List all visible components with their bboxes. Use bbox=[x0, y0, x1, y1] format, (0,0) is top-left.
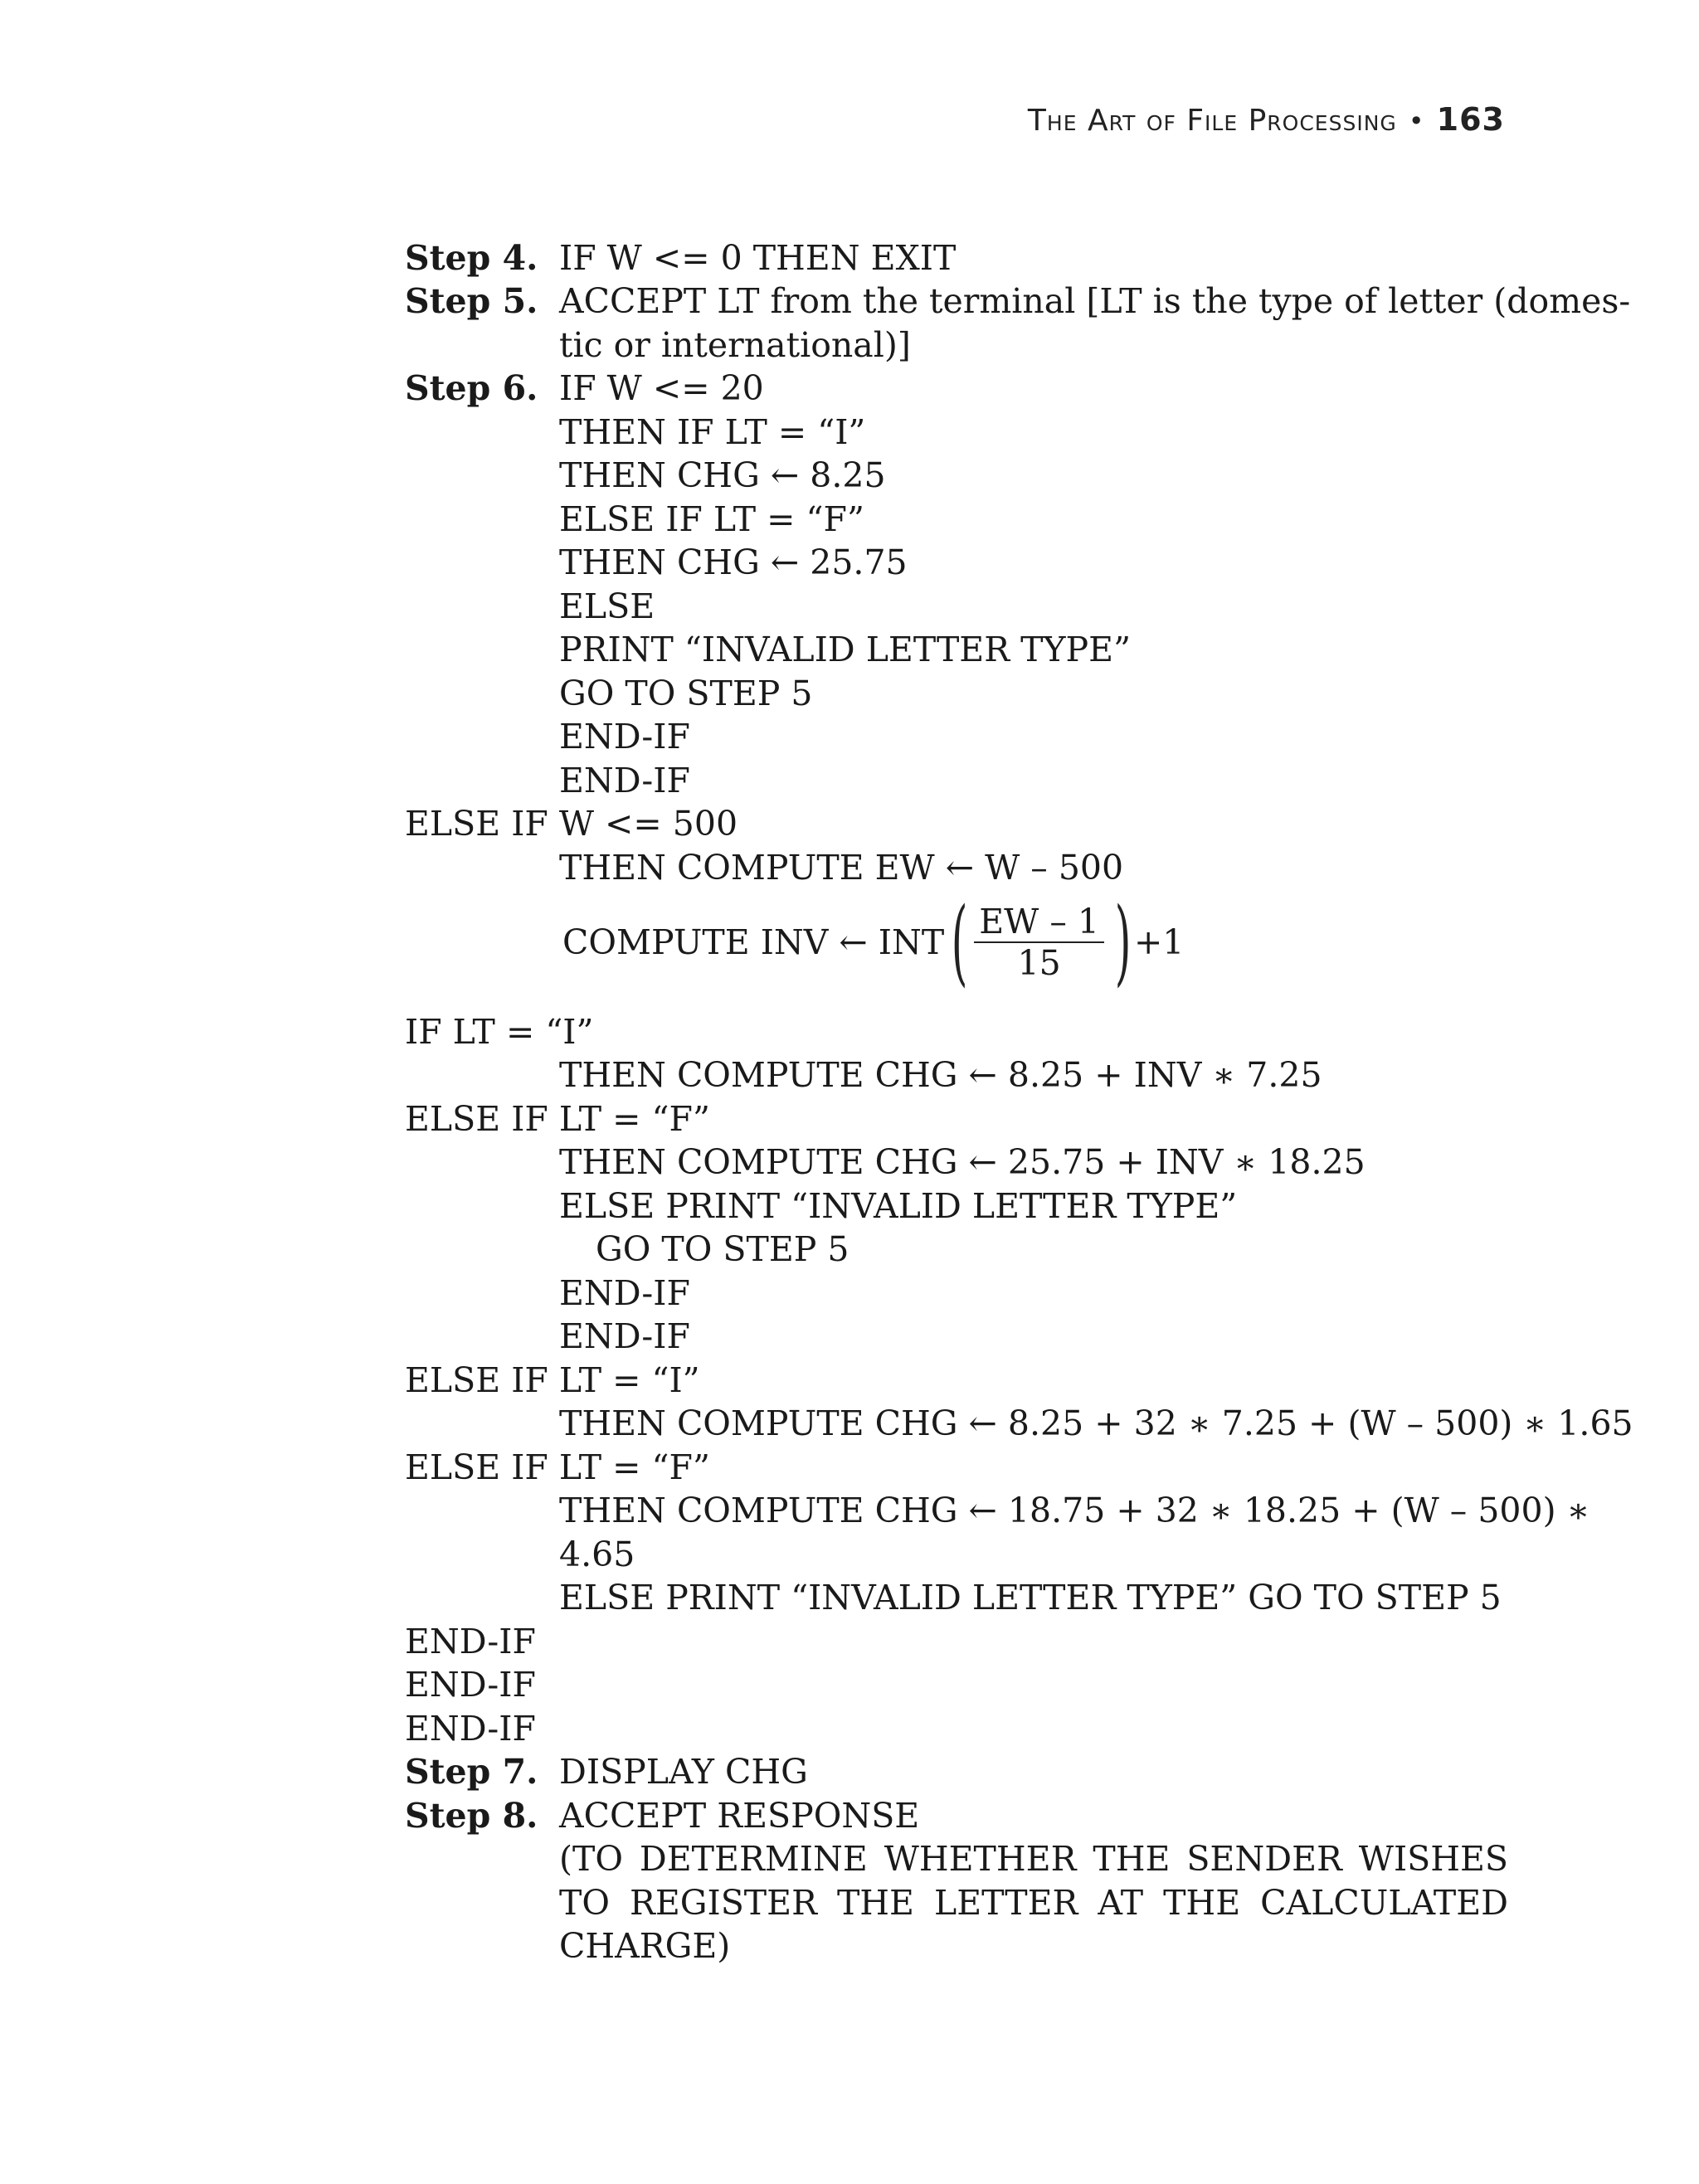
step-7-text: DISPLAY CHG bbox=[559, 1752, 808, 1792]
step-8-note-line-3: CHARGE) bbox=[559, 1926, 731, 1966]
code-line: THEN COMPUTE CHG ← 18.75 + 32 ∗ 18.25 + (W – 500) ∗ bbox=[559, 1491, 1590, 1530]
int-formula bbox=[562, 888, 1185, 996]
step-8-label: Step 8. bbox=[405, 1796, 538, 1836]
code-line: ELSE IF LT = “F” bbox=[405, 1447, 710, 1487]
step-5-text-line-1: ACCEPT LT from the terminal [LT is the type of letter (domes- bbox=[559, 281, 1631, 321]
close-paren: ) bbox=[1114, 888, 1132, 996]
code-line: GO TO STEP 5 bbox=[559, 674, 813, 713]
code-line: ELSE PRINT “INVALID LETTER TYPE” GO TO STEP 5 bbox=[559, 1578, 1502, 1617]
code-line: END-IF bbox=[559, 1316, 690, 1356]
code-line: END-IF bbox=[405, 1622, 536, 1661]
code-line: END-IF bbox=[559, 1273, 690, 1313]
step-8-note-line-2: TO REGISTER THE LETTER AT THE CALCULATED bbox=[559, 1883, 1508, 1923]
code-line: ELSE IF LT = “F” bbox=[405, 1099, 710, 1139]
code-line: END-IF bbox=[405, 1665, 536, 1705]
running-header bbox=[1028, 101, 1505, 138]
code-line: END-IF bbox=[559, 717, 690, 756]
code-line: 4.65 bbox=[559, 1535, 635, 1574]
code-line: END-IF bbox=[405, 1709, 536, 1749]
code-line: THEN CHG ← 25.75 bbox=[559, 542, 908, 582]
code-line: PRINT “INVALID LETTER TYPE” bbox=[559, 630, 1132, 669]
step-7-label: Step 7. bbox=[405, 1752, 538, 1792]
code-line: THEN COMPUTE CHG ← 25.75 + INV ∗ 18.25 bbox=[559, 1142, 1366, 1182]
fraction-denominator: 15 bbox=[1017, 943, 1061, 983]
open-paren: ( bbox=[952, 888, 968, 996]
step-4-text: IF W <= 0 THEN EXIT bbox=[559, 238, 957, 278]
code-line: IF LT = “I” bbox=[405, 1012, 594, 1052]
formula-lhs: COMPUTE INV ← INT bbox=[562, 922, 945, 962]
running-title: The Art of File Processing bbox=[1027, 104, 1397, 138]
step-8-text: ACCEPT RESPONSE bbox=[559, 1796, 920, 1836]
code-line: THEN COMPUTE CHG ← 8.25 + 32 ∗ 7.25 + (W – 500) ∗ 1.65 bbox=[559, 1403, 1633, 1443]
code-line: GO TO STEP 5 bbox=[596, 1229, 850, 1269]
step-5-text-line-2: tic or international)] bbox=[559, 325, 911, 365]
code-line: THEN COMPUTE EW ← W – 500 bbox=[559, 848, 1124, 888]
step-5-label: Step 5. bbox=[405, 281, 538, 321]
step-4-label: Step 4. bbox=[405, 238, 538, 278]
fraction-numerator: EW – 1 bbox=[974, 902, 1104, 943]
step-8-note-line-1: (TO DETERMINE WHETHER THE SENDER WISHES bbox=[559, 1839, 1508, 1879]
code-line: ELSE PRINT “INVALID LETTER TYPE” bbox=[559, 1186, 1238, 1226]
code-line: ELSE IF LT = “F” bbox=[559, 499, 864, 539]
code-line: THEN COMPUTE CHG ← 8.25 + INV ∗ 7.25 bbox=[559, 1055, 1322, 1095]
code-line: THEN IF LT = “I” bbox=[559, 412, 866, 452]
code-line: IF W <= 20 bbox=[559, 368, 764, 408]
code-line: ELSE IF W <= 500 bbox=[405, 804, 738, 844]
formula-tail: +1 bbox=[1133, 922, 1185, 962]
header-bullet: • bbox=[1408, 105, 1425, 137]
code-line: ELSE IF LT = “I” bbox=[405, 1360, 700, 1400]
code-line: ELSE bbox=[559, 586, 655, 626]
fraction bbox=[974, 902, 1104, 983]
page-number: 163 bbox=[1436, 101, 1505, 138]
code-line: END-IF bbox=[559, 761, 690, 800]
code-line: THEN CHG ← 8.25 bbox=[559, 455, 886, 495]
step-6-label: Step 6. bbox=[405, 368, 538, 408]
